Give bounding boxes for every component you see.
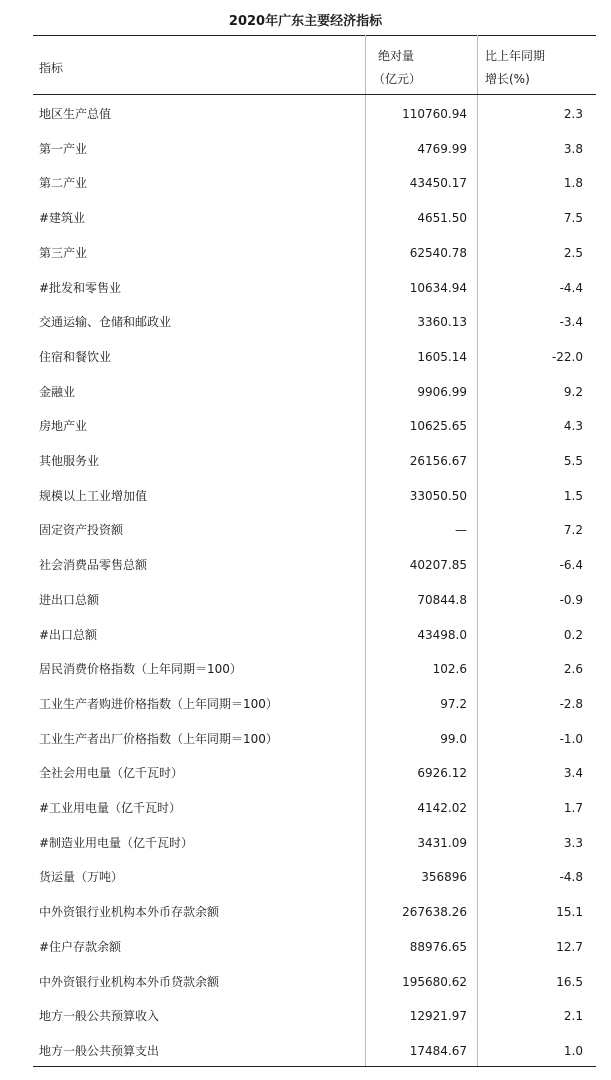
table-row — [33, 791, 596, 826]
absolute-value: 102.6 — [432, 662, 467, 677]
absolute-value: 33050.50 — [409, 488, 467, 503]
header-absolute: 绝对量 — [378, 49, 415, 63]
growth-value: 3.8 — [563, 141, 583, 156]
indicator-name: #出口总额 — [39, 627, 98, 642]
growth-value: 1.8 — [563, 176, 583, 191]
bottom-rule — [33, 1066, 596, 1067]
absolute-value: 70844.8 — [417, 592, 467, 607]
header-growth-unit: 增长(%) — [485, 72, 530, 86]
header-rule — [33, 94, 596, 95]
indicator-name: #批发和零售业 — [39, 280, 122, 295]
absolute-value: 356896 — [421, 870, 467, 885]
growth-value: 16.5 — [556, 974, 583, 989]
table-row — [33, 618, 596, 653]
absolute-value: 4769.99 — [417, 141, 467, 156]
table-row — [33, 548, 596, 583]
absolute-value: 4651.50 — [417, 211, 467, 226]
table-row — [33, 340, 596, 375]
indicator-name: 地区生产总值 — [39, 107, 112, 121]
growth-value: 1.5 — [563, 488, 583, 503]
absolute-value: 97.2 — [440, 696, 467, 711]
growth-value: -4.8 — [559, 870, 583, 885]
growth-value: 1.7 — [563, 801, 583, 815]
table-row — [33, 132, 596, 167]
absolute-value: 17484.67 — [409, 1043, 467, 1058]
table-row — [33, 305, 596, 340]
growth-value: 1.0 — [563, 1043, 583, 1058]
absolute-value: — — [455, 523, 467, 538]
table-row — [33, 965, 596, 1000]
absolute-value: 195680.62 — [402, 974, 467, 989]
header-growth: 比上年同期 — [485, 49, 546, 63]
table-row — [33, 895, 596, 930]
indicator-name: 第一产业 — [39, 141, 88, 156]
growth-value: -1.0 — [559, 731, 583, 746]
absolute-value: 9906.99 — [417, 384, 467, 399]
absolute-value: 10625.65 — [409, 419, 467, 434]
table-row — [33, 999, 596, 1034]
absolute-value: 43450.17 — [409, 176, 467, 191]
indicator-name: 货运量（万吨） — [39, 870, 124, 885]
growth-value: 3.3 — [563, 835, 583, 850]
absolute-value: 4142.02 — [417, 801, 467, 815]
growth-value: 7.2 — [563, 523, 583, 538]
top-rule — [33, 35, 596, 36]
indicator-name: 居民消费价格指数（上年同期＝100） — [39, 662, 242, 677]
indicator-name: 工业生产者出厂价格指数（上年同期＝100） — [39, 731, 278, 746]
indicator-name: #制造业用电量（亿千瓦时） — [39, 835, 194, 850]
growth-value: 5.5 — [563, 454, 583, 468]
table-title: 2020年广东主要经济指标 — [228, 14, 383, 29]
indicator-name: 地方一般公共预算支出 — [39, 1043, 160, 1058]
table-row — [33, 271, 596, 306]
indicator-name: 工业生产者购进价格指数（上年同期＝100） — [39, 696, 278, 711]
absolute-value: 3360.13 — [417, 315, 467, 330]
absolute-value: 267638.26 — [402, 905, 467, 920]
header-indicator: 指标 — [39, 61, 64, 75]
indicator-name: 中外资银行业机构本外币贷款余额 — [39, 974, 220, 989]
growth-value: 0.2 — [563, 627, 583, 642]
indicator-name: 规模以上工业增加值 — [39, 488, 148, 503]
growth-value: 9.2 — [563, 384, 583, 399]
indicator-name: 全社会用电量（亿千瓦时） — [39, 766, 184, 781]
growth-value: -0.9 — [559, 592, 583, 607]
table-row — [33, 930, 596, 965]
growth-value: -6.4 — [559, 558, 583, 573]
table-row — [33, 756, 596, 791]
table-row — [33, 1034, 596, 1069]
growth-value: -2.8 — [559, 696, 583, 711]
indicator-name: 住宿和餐饮业 — [39, 349, 112, 364]
indicator-name: 交通运输、仓储和邮政业 — [39, 315, 172, 330]
absolute-value: 62540.78 — [409, 245, 467, 260]
table-row — [33, 444, 596, 479]
indicator-name: #住户存款余额 — [39, 939, 122, 954]
table-row — [33, 201, 596, 236]
table-row — [33, 860, 596, 895]
absolute-value: 99.0 — [440, 731, 467, 746]
indicator-name: 第二产业 — [39, 176, 88, 191]
growth-value: 4.3 — [563, 419, 583, 434]
table-row — [33, 236, 596, 271]
table-row — [33, 479, 596, 514]
indicator-name: #建筑业 — [39, 211, 86, 226]
absolute-value: 110760.94 — [402, 107, 467, 121]
growth-value: -3.4 — [559, 315, 583, 330]
indicator-name: 固定资产投资额 — [39, 523, 124, 538]
growth-value: -4.4 — [559, 280, 583, 295]
growth-value: 15.1 — [556, 905, 583, 920]
growth-value: 2.5 — [563, 245, 583, 260]
indicator-name: 其他服务业 — [39, 454, 100, 468]
absolute-value: 1605.14 — [417, 349, 467, 364]
table-row — [33, 583, 596, 618]
table-row — [33, 652, 596, 687]
growth-value: 2.1 — [563, 1009, 583, 1024]
indicator-name: 中外资银行业机构本外币存款余额 — [39, 905, 220, 920]
absolute-value: 43498.0 — [417, 627, 467, 642]
header-absolute-unit: （亿元） — [373, 72, 422, 86]
table-row — [33, 513, 596, 548]
absolute-value: 88976.65 — [409, 939, 467, 954]
indicator-name: 金融业 — [39, 384, 76, 399]
absolute-value: 3431.09 — [417, 835, 467, 850]
indicator-name: 进出口总额 — [39, 592, 100, 607]
table-row — [33, 687, 596, 722]
indicator-name: 第三产业 — [39, 245, 88, 260]
indicator-name: 地方一般公共预算收入 — [39, 1009, 160, 1024]
growth-value: 7.5 — [563, 211, 583, 226]
growth-value: 2.6 — [563, 662, 583, 677]
growth-value: 12.7 — [556, 939, 583, 954]
table-row — [33, 375, 596, 410]
table-row — [33, 166, 596, 201]
table-row — [33, 97, 596, 132]
absolute-value: 6926.12 — [417, 766, 467, 781]
table-row — [33, 409, 596, 444]
growth-value: 3.4 — [563, 766, 583, 781]
table-row — [33, 722, 596, 757]
indicator-name: #工业用电量（亿千瓦时） — [39, 801, 182, 815]
indicator-name: 社会消费品零售总额 — [39, 558, 148, 573]
absolute-value: 40207.85 — [409, 558, 467, 573]
table-row — [33, 826, 596, 861]
growth-value: 2.3 — [563, 107, 583, 121]
absolute-value: 10634.94 — [409, 280, 467, 295]
absolute-value: 12921.97 — [409, 1009, 467, 1024]
absolute-value: 26156.67 — [409, 454, 467, 468]
growth-value: -22.0 — [551, 349, 583, 364]
indicator-name: 房地产业 — [39, 419, 88, 434]
